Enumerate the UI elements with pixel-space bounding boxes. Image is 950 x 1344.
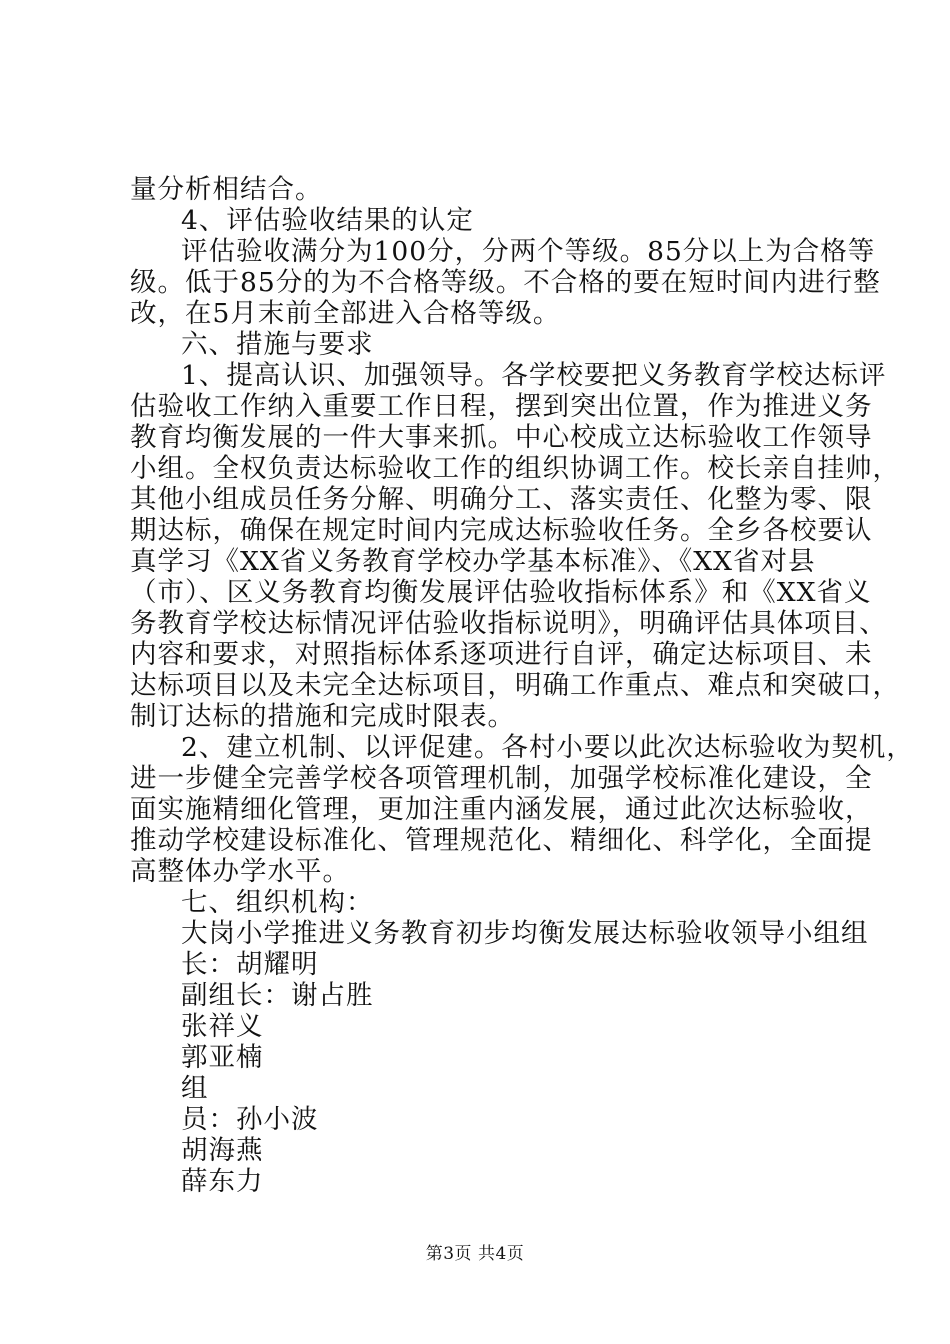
- text-line: 期达标，确保在规定时间内完成达标验收任务。全乡各校要认: [130, 515, 873, 546]
- text-line: 张祥义: [181, 1011, 264, 1042]
- section-heading: 六、措施与要求: [181, 329, 374, 360]
- text-line: 内容和要求，对照指标体系逐项进行自评，确定达标项目、未: [130, 639, 873, 670]
- text-line: 级。低于85分的为不合格等级。不合格的要在短时间内进行整: [130, 267, 881, 298]
- section-heading: 4、评估验收结果的认定: [181, 205, 474, 236]
- text-line: 量分析相结合。: [130, 174, 323, 205]
- text-line: 1、提高认识、加强领导。各学校要把义务教育学校达标评: [181, 360, 887, 391]
- text-line: 真学习《XX省义务教育学校办学基本标准》、《XX省对县: [130, 546, 816, 577]
- text-line: 2、建立机制、以评促建。各村小要以此次达标验收为契机，: [181, 732, 914, 763]
- text-line: 务教育学校达标情况评估验收指标说明》，明确评估具体项目、: [130, 608, 887, 639]
- text-line: 推动学校建设标准化、管理规范化、精细化、科学化，全面提: [130, 825, 873, 856]
- text-line: 改，在5月末前全部进入合格等级。: [130, 298, 561, 329]
- text-line: 达标项目以及未完全达标项目，明确工作重点、难点和突破口，: [130, 670, 900, 701]
- section-heading: 七、组织机构：: [181, 887, 374, 918]
- text-line: 小组。全权负责达标验收工作的组织协调工作。校长亲自挂帅，: [130, 453, 900, 484]
- text-line: 员：孙小波: [181, 1104, 319, 1135]
- text-line: 郭亚楠: [181, 1042, 264, 1073]
- text-line: 教育均衡发展的一件大事来抓。中心校成立达标验收工作领导: [130, 422, 873, 453]
- text-line: 高整体办学水平。: [130, 856, 350, 887]
- text-line: 副组长：谢占胜: [181, 980, 374, 1011]
- text-line: 长：胡耀明: [181, 949, 319, 980]
- text-line: 大岗小学推进义务教育初步均衡发展达标验收领导小组组: [181, 918, 869, 949]
- text-line: 制订达标的措施和完成时限表。: [130, 701, 515, 732]
- text-line: 估验收工作纳入重要工作日程，摆到突出位置，作为推进义务: [130, 391, 873, 422]
- text-line: 胡海燕: [181, 1135, 264, 1166]
- text-line: 面实施精细化管理，更加注重内涵发展，通过此次达标验收，: [130, 794, 873, 825]
- text-line: 薛东力: [181, 1166, 264, 1197]
- text-line: 组: [181, 1073, 209, 1104]
- text-line: 进一步健全完善学校各项管理机制，加强学校标准化建设，全: [130, 763, 873, 794]
- text-line: 评估验收满分为100分，分两个等级。85分以上为合格等: [181, 236, 876, 267]
- text-line: （市）、区义务教育均衡发展评估验收指标体系》和《XX省义: [130, 577, 872, 608]
- text-line: 其他小组成员任务分解、明确分工、落实责任、化整为零、限: [130, 484, 873, 515]
- page-number-footer: 第3页 共4页: [425, 1244, 525, 1264]
